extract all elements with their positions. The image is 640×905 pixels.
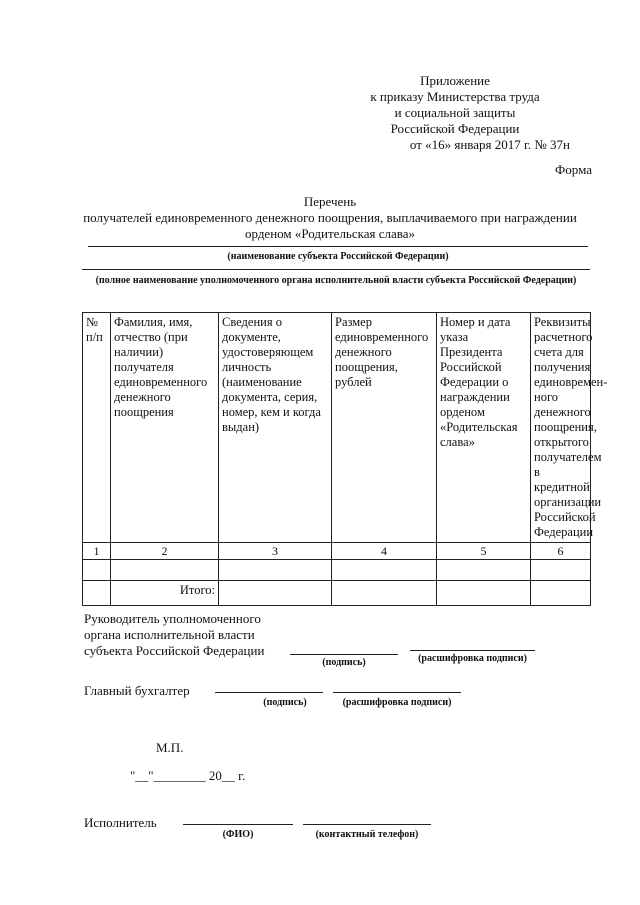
title-line-1: Перечень: [303, 194, 357, 209]
head-signature-caption: (подпись): [322, 657, 366, 668]
head-line-3: субъекта Российской Федерации: [84, 643, 265, 658]
executor-label: Исполнитель: [84, 815, 157, 830]
date-field: "__"________ 20__ г.: [130, 768, 246, 783]
subject-name-line: [88, 246, 588, 247]
column-number-4: 4: [332, 543, 437, 560]
head-line-1: Руководитель уполномоченного: [84, 611, 261, 626]
executor-fio-caption: (ФИО): [222, 829, 254, 840]
table-cell: [111, 560, 219, 581]
appendix-order-date: от «16» января 2017 г. № 37н: [409, 137, 570, 152]
appendix-line-1: Приложение: [420, 73, 490, 88]
table-total-row: [83, 581, 591, 606]
table-cell: [83, 581, 111, 606]
column-number-6: 6: [531, 543, 591, 560]
head-decode-caption: (расшифровка подписи): [418, 653, 527, 664]
authority-name-line: [82, 269, 590, 270]
head-signatory: [84, 611, 264, 659]
document-title: [70, 194, 590, 242]
appendix-line-4: Российской Федерации: [390, 121, 520, 136]
appendix-line-2: к приказу Министерства труда: [370, 89, 540, 104]
table-cell: [437, 581, 531, 606]
authority-name-caption: (полное наименование уполномоченного органа исполнительной власти субъекта Российской Федерации): [95, 275, 577, 286]
table-cell: [531, 560, 591, 581]
accountant-decode-line: [333, 692, 461, 693]
form-label: Форма: [555, 162, 592, 177]
recipients-table: [82, 312, 608, 606]
accountant-label: Главный бухгалтер: [84, 683, 190, 698]
table-cell: [332, 581, 437, 606]
header-number: № п/п: [83, 313, 111, 543]
header-id-document: Сведения о документе, удостоверяющем личность (наименование документа, серия, номер, кем и когда выдан): [219, 313, 332, 543]
table-cell: [531, 581, 591, 606]
title-line-2: получателей единовременного денежного поощрения, выплачиваемого при награждении: [83, 210, 577, 225]
title-line-3: орденом «Родительская слава»: [244, 226, 416, 241]
subject-name-caption: (наименование субъекта Российской Федерации): [227, 251, 449, 262]
head-signature-line: [290, 654, 398, 655]
header-bank-account: Реквизиты расчетного счета для получения единовремен-ного денежного поощрения, открытого получателем в кредитной организации Российской Федерации: [531, 313, 591, 543]
table-row: [83, 560, 591, 581]
executor-phone-line: [303, 824, 431, 825]
total-label: Итого:: [111, 581, 219, 606]
executor-phone-caption: (контактный телефон): [315, 829, 419, 840]
table-cell: [332, 560, 437, 581]
table-numbers-row: [83, 543, 591, 560]
head-line-2: органа исполнительной власти: [84, 627, 255, 642]
header-full-name: Фамилия, имя, отчество (при наличии) получателя единовременного денежного поощрения: [111, 313, 219, 543]
header-amount: Размер единовременного денежного поощрения, рублей: [332, 313, 437, 543]
seal-label: М.П.: [156, 740, 184, 755]
column-number-3: 3: [219, 543, 332, 560]
head-decode-line: [410, 650, 535, 651]
accountant-signature-caption: (подпись): [263, 697, 307, 708]
appendix-block: [340, 73, 570, 153]
column-number-1: 1: [83, 543, 111, 560]
table-cell: [83, 560, 111, 581]
column-number-5: 5: [437, 543, 531, 560]
table-cell: [437, 560, 531, 581]
column-number-2: 2: [111, 543, 219, 560]
accountant-decode-caption: (расшифровка подписи): [342, 697, 452, 708]
table-cell: [219, 581, 332, 606]
table-cell: [219, 560, 332, 581]
header-decree: Номер и дата указа Президента Российской Федерации о награждении орденом «Родительская слава»: [437, 313, 531, 543]
executor-fio-line: [183, 824, 293, 825]
table-header-row: [83, 313, 591, 543]
appendix-line-3: и социальной защиты: [394, 105, 516, 120]
accountant-signature-line: [215, 692, 323, 693]
